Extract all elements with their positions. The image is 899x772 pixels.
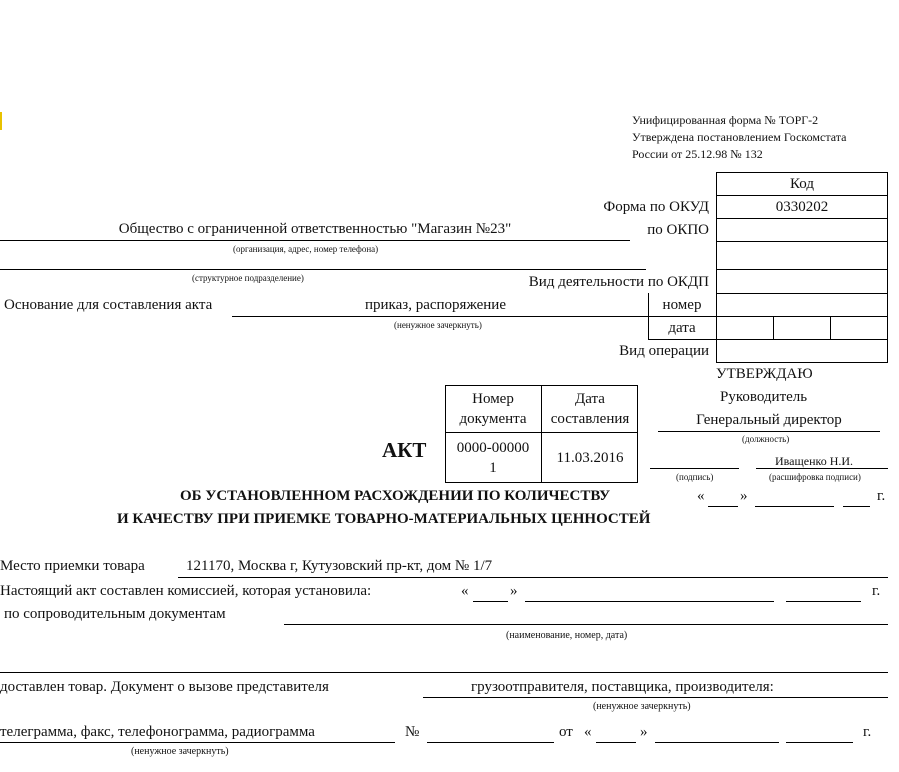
cell-cursor-marker [0,112,2,130]
doc-date-header-line2: составления [550,411,630,427]
organization-caption: (организация, адрес, номер телефона) [233,244,379,254]
representative-caption: (ненужное зачеркнуть) [593,701,691,712]
commission-day-line[interactable] [473,601,508,602]
telegram-quote-open: « [584,724,592,740]
doc-number-value-line1: 0000-00000 [456,440,530,456]
position-caption: (должность) [742,434,790,444]
commission-quote-close: » [510,583,518,599]
telegram-text: телеграмма, факс, телефонограмма, радиограмма [0,724,315,740]
approver-name[interactable]: Иващенко Н.И. [775,454,854,468]
okud-value: 0330202 [775,198,829,215]
data-label: дата [668,319,696,336]
doc-number-value[interactable] [445,433,541,483]
approve-day-line[interactable] [708,506,738,507]
telegram-year-suffix: г. [863,724,872,740]
approve-quote-close: » [740,488,748,504]
telegram-from-label: от [559,724,573,740]
approve-year-line[interactable] [843,506,870,507]
doc-number-header-line1: Номер [472,391,514,407]
telegram-number-sign: № [405,724,420,740]
approve-role: Руководитель [720,389,808,405]
telegram-month-line[interactable] [655,742,779,743]
act-subtitle-2: И КАЧЕСТВУ ПРИ ПРИЕМКЕ ТОВАРНО-МАТЕРИАЛЬНЫХ ЦЕННОСТЕЙ [117,511,651,527]
commission-quote-open: « [461,583,469,599]
subdivision-caption: (структурное подразделение) [192,273,304,283]
basis-label: Основание для составления акта [4,297,213,313]
approve-year-suffix: г. [877,488,886,504]
delivered-text: доставлен товар. Документ о вызове представителя [0,679,329,695]
approve-position[interactable]: Генеральный директор [696,412,842,428]
doc-number-header-line2: документа [459,411,527,427]
okdp-label: Вид деятельности по ОКДП [528,274,709,290]
telegram-day-line[interactable] [596,742,636,743]
name-caption: (расшифровка подписи) [769,472,861,482]
commission-year-suffix: г. [872,583,881,599]
approve-month-line[interactable] [755,506,834,507]
doc-number-header [445,386,541,432]
okud-cell[interactable] [716,219,888,241]
accompanying-line[interactable] [284,624,888,625]
approve-quote-open: « [697,488,705,504]
act-subtitle-1: ОБ УСТАНОВЛЕННОМ РАСХОЖДЕНИИ ПО КОЛИЧЕСТВУ [180,488,611,504]
accompanying-line-2[interactable] [0,672,888,673]
place-label: Место приемки товара [0,558,145,574]
doc-date-value[interactable]: 11.03.2016 [556,449,624,466]
organization-name[interactable]: Общество с ограниченной ответственностью "Магазин №23" [118,221,512,237]
place-value[interactable]: 121170, Москва г, Кутузовский пр-кт, дом № 1/7 [186,558,493,574]
representative-value[interactable]: грузоотправителя, поставщика, производителя: [471,679,774,695]
telegram-quote-close: » [640,724,648,740]
okud-label: Форма по ОКУД [603,199,709,215]
telegram-year-line[interactable] [786,742,853,743]
basis-caption: (ненужное зачеркнуть) [394,320,482,330]
nomer-label: номер [662,296,702,313]
okpo-label: по ОКПО [647,222,709,238]
signature-line[interactable] [650,468,739,469]
form-header-line1: Унифицированная форма № ТОРГ-2 [632,113,819,127]
act-title: АКТ [382,438,427,462]
commission-text: Настоящий акт составлен комиссией, которая установила: [0,583,372,599]
signature-caption: (подпись) [676,472,714,482]
commission-month-line[interactable] [525,601,774,602]
doc-number-value-line2: 1 [489,460,497,476]
kod-header: Код [790,175,814,192]
vid-operacii-label: Вид операции [619,343,709,359]
doc-date-header [542,386,638,432]
telegram-caption: (ненужное зачеркнуть) [131,746,229,757]
telegram-number-line[interactable] [427,742,554,743]
commission-year-line[interactable] [786,601,861,602]
doc-date-header-line1: Дата [575,391,605,407]
form-header-line3: России от 25.12.98 № 132 [632,147,763,161]
accompanying-caption: (наименование, номер, дата) [506,630,628,641]
form-header-line2: Утверждена постановлением Госкомстата [632,130,847,144]
basis-value[interactable]: приказ, распоряжение [365,297,506,313]
approve-title: УТВЕРЖДАЮ [716,366,813,382]
accompanying-label: по сопроводительным документам [4,606,226,622]
